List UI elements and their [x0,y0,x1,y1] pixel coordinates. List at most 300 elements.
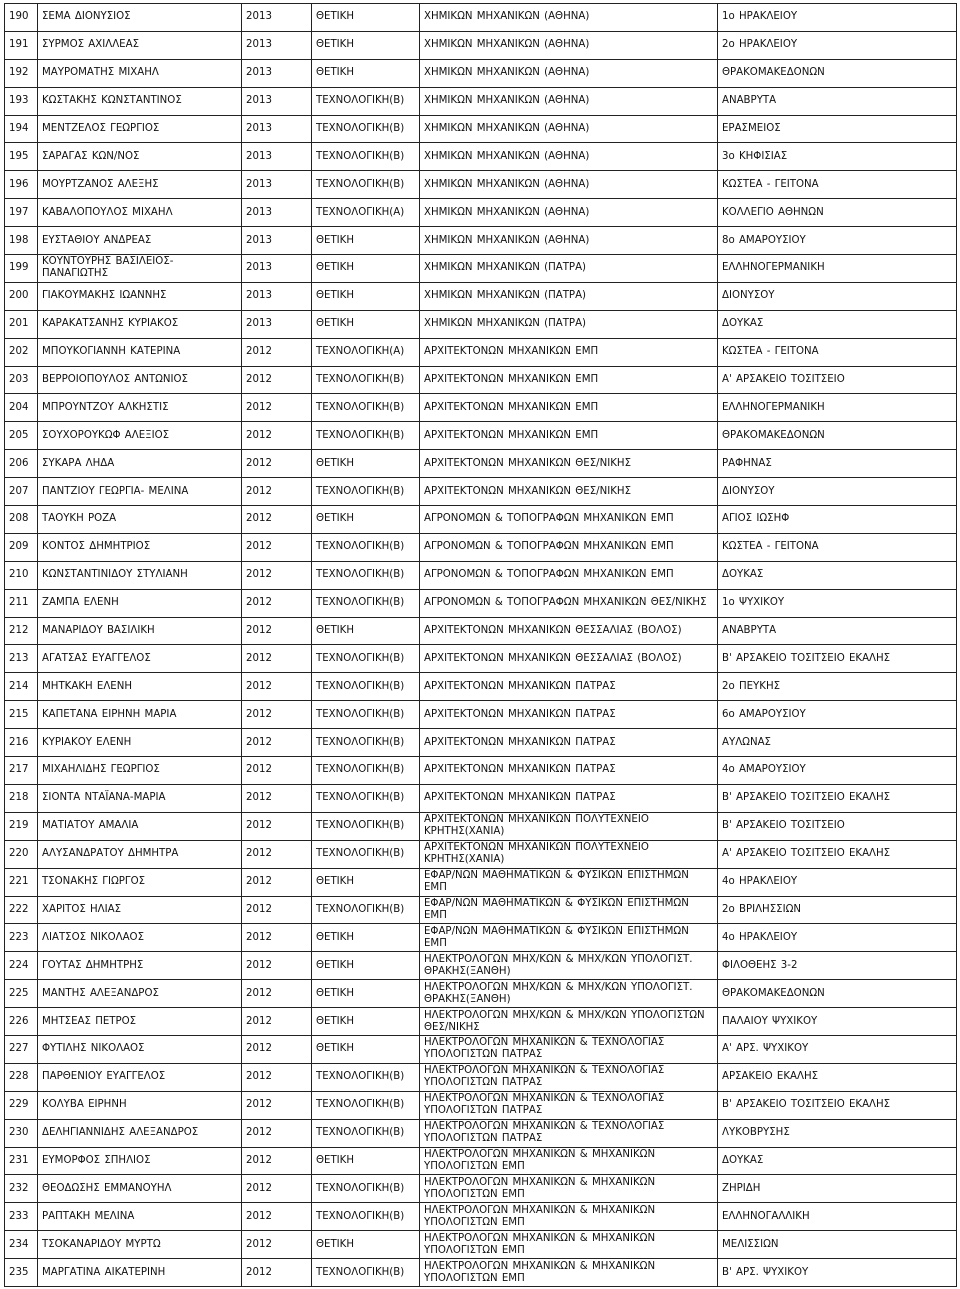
student-name-cell: ΚΩΣΤΑΚΗΣ ΚΩΝΣΤΑΝΤΙΝΟΣ [38,87,242,115]
table-row [5,533,957,561]
row-number-cell: 217 [5,757,38,785]
department-cell: ΑΡΧΙΤΕΚΤΟΝΩΝ ΜΗΧΑΝΙΚΩΝ ΠΑΤΡΑΣ [420,757,718,785]
student-name-cell: ΒΕΡΡΟΙΟΠΟΥΛΟΣ ΑΝΤΩΝΙΟΣ [38,366,242,394]
row-number-cell: 231 [5,1147,38,1175]
year-cell: 2013 [242,115,312,143]
row-number-cell: 234 [5,1231,38,1259]
school-cell: 4ο ΗΡΑΚΛΕΙΟΥ [718,924,957,952]
school-cell: ΔΙΟΝΥΣΟΥ [718,478,957,506]
row-number-cell: 229 [5,1091,38,1119]
department-cell: ΗΛΕΚΤΡΟΛΟΓΩΝ ΜΗΧ/ΚΩΝ & ΜΗΧ/ΚΩΝ ΥΠΟΛΟΓΙΣΤ. ΘΡΑΚΗΣ(ΞΑΝΘΗ) [420,952,718,980]
table-row [5,980,957,1008]
department-cell: ΑΡΧΙΤΕΚΤΟΝΩΝ ΜΗΧΑΝΙΚΩΝ ΕΜΠ [420,394,718,422]
school-cell: ΑΝΑΒΡΥΤΑ [718,617,957,645]
year-cell: 2012 [242,338,312,366]
table-row [5,255,957,283]
year-cell: 2012 [242,1175,312,1203]
student-name-cell: ΜΙΧΑΗΛΙΔΗΣ ΓΕΩΡΓΙΟΣ [38,757,242,785]
student-name-cell: ΣΙΟΝΤΑ ΝΤΑΪΑΝΑ-ΜΑΡΙΑ [38,784,242,812]
school-cell: ΕΛΛΗΝΟΓΕΡΜΑΝΙΚΗ [718,394,957,422]
year-cell: 2012 [242,1119,312,1147]
school-cell: ΜΕΛΙΣΣΙΩΝ [718,1231,957,1259]
department-cell: ΑΡΧΙΤΕΚΤΟΝΩΝ ΜΗΧΑΝΙΚΩΝ ΠΑΤΡΑΣ [420,729,718,757]
direction-cell: ΘΕΤΙΚΗ [312,282,420,310]
department-cell: ΑΡΧΙΤΕΚΤΟΝΩΝ ΜΗΧΑΝΙΚΩΝ ΕΜΠ [420,422,718,450]
school-cell: ΘΡΑΚΟΜΑΚΕΔΟΝΩΝ [718,422,957,450]
student-name-cell: ΤΣΟΝΑΚΗΣ ΓΙΩΡΓΟΣ [38,868,242,896]
table-row [5,1063,957,1091]
table-row [5,1175,957,1203]
table-row [5,952,957,980]
table-row [5,1008,957,1036]
row-number-cell: 212 [5,617,38,645]
direction-cell: ΘΕΤΙΚΗ [312,1035,420,1063]
row-number-cell: 196 [5,171,38,199]
year-cell: 2012 [242,1147,312,1175]
student-name-cell: ΚΑΒΑΛΟΠΟΥΛΟΣ ΜΙΧΑΗΛ [38,199,242,227]
direction-cell: ΤΕΧΝΟΛΟΓΙΚΗ(Β) [312,366,420,394]
student-name-cell: ΜΟΥΡΤΖΑΝΟΣ ΑΛΕΞΗΣ [38,171,242,199]
table-row [5,673,957,701]
direction-cell: ΤΕΧΝΟΛΟΓΙΚΗ(Β) [312,422,420,450]
direction-cell: ΤΕΧΝΟΛΟΓΙΚΗ(Β) [312,561,420,589]
department-cell: ΑΓΡΟΝΟΜΩΝ & ΤΟΠΟΓΡΑΦΩΝ ΜΗΧΑΝΙΚΩΝ ΕΜΠ [420,506,718,534]
year-cell: 2012 [242,506,312,534]
direction-cell: ΘΕΤΙΚΗ [312,506,420,534]
year-cell: 2012 [242,450,312,478]
row-number-cell: 221 [5,868,38,896]
department-cell: ΧΗΜΙΚΩΝ ΜΗΧΑΝΙΚΩΝ (ΠΑΤΡΑ) [420,310,718,338]
year-cell: 2012 [242,1203,312,1231]
student-name-cell: ΜΕΝΤΖΕΛΟΣ ΓΕΩΡΓΙΟΣ [38,115,242,143]
direction-cell: ΤΕΧΝΟΛΟΓΙΚΗ(Β) [312,1203,420,1231]
student-name-cell: ΜΗΤΚΑΚΗ ΕΛΕΝΗ [38,673,242,701]
row-number-cell: 209 [5,533,38,561]
table-row [5,1231,957,1259]
student-name-cell: ΣΟΥΧΟΡΟΥΚΩΦ ΑΛΕΞΙΟΣ [38,422,242,450]
student-name-cell: ΔΕΛΗΓΙΑΝΝΙΔΗΣ ΑΛΕΞΑΝΔΡΟΣ [38,1119,242,1147]
department-cell: ΧΗΜΙΚΩΝ ΜΗΧΑΝΙΚΩΝ (ΑΘΗΝΑ) [420,31,718,59]
table-row [5,701,957,729]
year-cell: 2012 [242,617,312,645]
student-name-cell: ΓΟΥΤΑΣ ΔΗΜΗΤΡΗΣ [38,952,242,980]
table-row [5,394,957,422]
school-cell: 2ο ΗΡΑΚΛΕΙΟΥ [718,31,957,59]
department-cell: ΑΡΧΙΤΕΚΤΟΝΩΝ ΜΗΧΑΝΙΚΩΝ ΠΟΛΥΤΕΧΝΕΙΟ ΚΡΗΤΗΣ(ΧΑΝΙΑ) [420,840,718,868]
school-cell: ΕΛΛΗΝΟΓΑΛΛΙΚΗ [718,1203,957,1231]
row-number-cell: 208 [5,506,38,534]
school-cell: ΚΩΣΤΕΑ - ΓΕΙΤΟΝΑ [718,338,957,366]
direction-cell: ΘΕΤΙΚΗ [312,868,420,896]
student-name-cell: ΚΥΡΙΑΚΟΥ ΕΛΕΝΗ [38,729,242,757]
row-number-cell: 192 [5,59,38,87]
direction-cell: ΤΕΧΝΟΛΟΓΙΚΗ(Β) [312,896,420,924]
direction-cell: ΘΕΤΙΚΗ [312,980,420,1008]
school-cell: 1ο ΨΥΧΙΚΟΥ [718,589,957,617]
table-row [5,506,957,534]
year-cell: 2013 [242,310,312,338]
direction-cell: ΤΕΧΝΟΛΟΓΙΚΗ(Β) [312,840,420,868]
department-cell: ΑΡΧΙΤΕΚΤΟΝΩΝ ΜΗΧΑΝΙΚΩΝ ΘΕΣΣΑΛΙΑΣ (ΒΟΛΟΣ) [420,645,718,673]
table-row [5,478,957,506]
table-row [5,1119,957,1147]
year-cell: 2013 [242,199,312,227]
school-cell: ΚΩΣΤΕΑ - ΓΕΙΤΟΝΑ [718,171,957,199]
department-cell: ΗΛΕΚΤΡΟΛΟΓΩΝ ΜΗΧΑΝΙΚΩΝ & ΤΕΧΝΟΛΟΓΙΑΣ ΥΠΟΛΟΓΙΣΤΩΝ ΠΑΤΡΑΣ [420,1063,718,1091]
department-cell: ΗΛΕΚΤΡΟΛΟΓΩΝ ΜΗΧ/ΚΩΝ & ΜΗΧ/ΚΩΝ ΥΠΟΛΟΓΙΣΤΩΝ ΘΕΣ/ΝΙΚΗΣ [420,1008,718,1036]
student-name-cell: ΜΠΟΥΚΟΓΙΑΝΝΗ ΚΑΤΕΡΙΝΑ [38,338,242,366]
student-name-cell: ΣΕΜΑ ΔΙΟΝΥΣΙΟΣ [38,4,242,32]
student-name-cell: ΑΓΑΤΣΑΣ ΕΥΑΓΓΕΛΟΣ [38,645,242,673]
direction-cell: ΤΕΧΝΟΛΟΓΙΚΗ(Β) [312,143,420,171]
row-number-cell: 197 [5,199,38,227]
table-row [5,171,957,199]
direction-cell: ΤΕΧΝΟΛΟΓΙΚΗ(Β) [312,1119,420,1147]
table-row [5,4,957,32]
school-cell: ΚΩΣΤΕΑ - ΓΕΙΤΟΝΑ [718,533,957,561]
direction-cell: ΘΕΤΙΚΗ [312,310,420,338]
table-row [5,896,957,924]
table-row [5,1147,957,1175]
table-row [5,143,957,171]
student-name-cell: ΜΑΝΤΗΣ ΑΛΕΞΑΝΔΡΟΣ [38,980,242,1008]
direction-cell: ΤΕΧΝΟΛΟΓΙΚΗ(Β) [312,701,420,729]
year-cell: 2012 [242,366,312,394]
school-cell: Β' ΑΡΣ. ΨΥΧΙΚΟΥ [718,1259,957,1287]
row-number-cell: 201 [5,310,38,338]
student-name-cell: ΓΙΑΚΟΥΜΑΚΗΣ ΙΩΑΝΝΗΣ [38,282,242,310]
department-cell: ΗΛΕΚΤΡΟΛΟΓΩΝ ΜΗΧ/ΚΩΝ & ΜΗΧ/ΚΩΝ ΥΠΟΛΟΓΙΣΤ. ΘΡΑΚΗΣ(ΞΑΝΘΗ) [420,980,718,1008]
student-name-cell: ΤΣΟΚΑΝΑΡΙΔΟΥ ΜΥΡΤΩ [38,1231,242,1259]
school-cell: 2ο ΒΡΙΛΗΣΣΙΩΝ [718,896,957,924]
table-body [5,4,957,1287]
table-row [5,115,957,143]
table-row [5,87,957,115]
department-cell: ΑΡΧΙΤΕΚΤΟΝΩΝ ΜΗΧΑΝΙΚΩΝ ΘΕΣ/ΝΙΚΗΣ [420,478,718,506]
row-number-cell: 218 [5,784,38,812]
direction-cell: ΤΕΧΝΟΛΟΓΙΚΗ(Β) [312,1175,420,1203]
department-cell: ΧΗΜΙΚΩΝ ΜΗΧΑΝΙΚΩΝ (ΠΑΤΡΑ) [420,282,718,310]
school-cell: ΛΥΚΟΒΡΥΣΗΣ [718,1119,957,1147]
row-number-cell: 214 [5,673,38,701]
row-number-cell: 220 [5,840,38,868]
department-cell: ΑΡΧΙΤΕΚΤΟΝΩΝ ΜΗΧΑΝΙΚΩΝ ΠΑΤΡΑΣ [420,673,718,701]
school-cell: 4ο ΑΜΑΡΟΥΣΙΟΥ [718,757,957,785]
year-cell: 2013 [242,282,312,310]
department-cell: ΕΦΑΡ/ΝΩΝ ΜΑΘΗΜΑΤΙΚΩΝ & ΦΥΣΙΚΩΝ ΕΠΙΣΤΗΜΩΝ ΕΜΠ [420,924,718,952]
year-cell: 2012 [242,394,312,422]
row-number-cell: 199 [5,255,38,283]
school-cell: ΔΟΥΚΑΣ [718,561,957,589]
student-name-cell: ΣΥΡΜΟΣ ΑΧΙΛΛΕΑΣ [38,31,242,59]
direction-cell: ΤΕΧΝΟΛΟΓΙΚΗ(Β) [312,784,420,812]
school-cell: ΕΡΑΣΜΕΙΟΣ [718,115,957,143]
student-name-cell: ΛΙΑΤΣΟΣ ΝΙΚΟΛΑΟΣ [38,924,242,952]
row-number-cell: 207 [5,478,38,506]
year-cell: 2012 [242,645,312,673]
student-name-cell: ΘΕΟΔΩΣΗΣ ΕΜΜΑΝΟΥΗΛ [38,1175,242,1203]
student-name-cell: ΜΑΡΓΑΤΙΝΑ ΑΙΚΑΤΕΡΙΝΗ [38,1259,242,1287]
row-number-cell: 191 [5,31,38,59]
school-cell: Β' ΑΡΣΑΚΕΙΟ ΤΟΣΙΤΣΕΙΟ [718,812,957,840]
year-cell: 2012 [242,1259,312,1287]
direction-cell: ΘΕΤΙΚΗ [312,1231,420,1259]
row-number-cell: 228 [5,1063,38,1091]
year-cell: 2013 [242,143,312,171]
year-cell: 2012 [242,952,312,980]
year-cell: 2012 [242,1008,312,1036]
row-number-cell: 235 [5,1259,38,1287]
direction-cell: ΤΕΧΝΟΛΟΓΙΚΗ(Β) [312,87,420,115]
department-cell: ΗΛΕΚΤΡΟΛΟΓΩΝ ΜΗΧΑΝΙΚΩΝ & ΤΕΧΝΟΛΟΓΙΑΣ ΥΠΟΛΟΓΙΣΤΩΝ ΠΑΤΡΑΣ [420,1091,718,1119]
table-row [5,1091,957,1119]
school-cell: Α' ΑΡΣΑΚΕΙΟ ΤΟΣΙΤΣΕΙΟ [718,366,957,394]
student-name-cell: ΧΑΡΙΤΟΣ ΗΛΙΑΣ [38,896,242,924]
year-cell: 2012 [242,589,312,617]
direction-cell: ΤΕΧΝΟΛΟΓΙΚΗ(Β) [312,394,420,422]
year-cell: 2013 [242,87,312,115]
table-row [5,1259,957,1287]
row-number-cell: 216 [5,729,38,757]
department-cell: ΧΗΜΙΚΩΝ ΜΗΧΑΝΙΚΩΝ (ΠΑΤΡΑ) [420,255,718,283]
direction-cell: ΤΕΧΝΟΛΟΓΙΚΗ(Β) [312,1063,420,1091]
school-cell: Α' ΑΡΣΑΚΕΙΟ ΤΟΣΙΤΣΕΙΟ ΕΚΑΛΗΣ [718,840,957,868]
row-number-cell: 219 [5,812,38,840]
school-cell: 2ο ΠΕΥΚΗΣ [718,673,957,701]
student-name-cell: ΦΥΤΙΛΗΣ ΝΙΚΟΛΑΟΣ [38,1035,242,1063]
department-cell: ΗΛΕΚΤΡΟΛΟΓΩΝ ΜΗΧΑΝΙΚΩΝ & ΤΕΧΝΟΛΟΓΙΑΣ ΥΠΟΛΟΓΙΣΤΩΝ ΠΑΤΡΑΣ [420,1119,718,1147]
student-name-cell: ΜΑΝΑΡΙΔΟΥ ΒΑΣΙΛΙΚΗ [38,617,242,645]
school-cell: ΦΙΛΟΘΕΗΣ 3-2 [718,952,957,980]
direction-cell: ΤΕΧΝΟΛΟΓΙΚΗ(Β) [312,1091,420,1119]
year-cell: 2012 [242,1035,312,1063]
school-cell: ΚΟΛΛΕΓΙΟ ΑΘΗΝΩΝ [718,199,957,227]
school-cell: 4ο ΗΡΑΚΛΕΙΟΥ [718,868,957,896]
department-cell: ΧΗΜΙΚΩΝ ΜΗΧΑΝΙΚΩΝ (ΑΘΗΝΑ) [420,87,718,115]
school-cell: ΔΟΥΚΑΣ [718,310,957,338]
direction-cell: ΤΕΧΝΟΛΟΓΙΚΗ(Α) [312,338,420,366]
student-name-cell: ΚΑΠΕΤΑΝΑ ΕΙΡΗΝΗ ΜΑΡΙΑ [38,701,242,729]
department-cell: ΑΡΧΙΤΕΚΤΟΝΩΝ ΜΗΧΑΝΙΚΩΝ ΠΟΛΥΤΕΧΝΕΙΟ ΚΡΗΤΗΣ(ΧΑΝΙΑ) [420,812,718,840]
school-cell: ΠΑΛΑΙΟΥ ΨΥΧΙΚΟΥ [718,1008,957,1036]
department-cell: ΧΗΜΙΚΩΝ ΜΗΧΑΝΙΚΩΝ (ΑΘΗΝΑ) [420,59,718,87]
school-cell: ΕΛΛΗΝΟΓΕΡΜΑΝΙΚΗ [718,255,957,283]
year-cell: 2012 [242,757,312,785]
student-name-cell: ΣΑΡΑΓΑΣ ΚΩΝ/ΝΟΣ [38,143,242,171]
direction-cell: ΤΕΧΝΟΛΟΓΙΚΗ(Β) [312,729,420,757]
year-cell: 2012 [242,1231,312,1259]
row-number-cell: 213 [5,645,38,673]
department-cell: ΧΗΜΙΚΩΝ ΜΗΧΑΝΙΚΩΝ (ΑΘΗΝΑ) [420,143,718,171]
direction-cell: ΘΕΤΙΚΗ [312,1147,420,1175]
row-number-cell: 195 [5,143,38,171]
school-cell: ΑΡΣΑΚΕΙΟ ΕΚΑΛΗΣ [718,1063,957,1091]
student-name-cell: ΜΗΤΣΕΑΣ ΠΕΤΡΟΣ [38,1008,242,1036]
student-name-cell: ΚΟΛΥΒΑ ΕΙΡΗΝΗ [38,1091,242,1119]
student-name-cell: ΜΑΥΡΟΜΑΤΗΣ ΜΙΧΑΗΛ [38,59,242,87]
department-cell: ΧΗΜΙΚΩΝ ΜΗΧΑΝΙΚΩΝ (ΑΘΗΝΑ) [420,4,718,32]
student-name-cell: ΠΑΝΤΖΙΟΥ ΓΕΩΡΓΙΑ- ΜΕΛΙΝΑ [38,478,242,506]
row-number-cell: 211 [5,589,38,617]
year-cell: 2013 [242,171,312,199]
department-cell: ΑΓΡΟΝΟΜΩΝ & ΤΟΠΟΓΡΑΦΩΝ ΜΗΧΑΝΙΚΩΝ ΕΜΠ [420,561,718,589]
table-row [5,840,957,868]
year-cell: 2013 [242,4,312,32]
department-cell: ΗΛΕΚΤΡΟΛΟΓΩΝ ΜΗΧΑΝΙΚΩΝ & ΜΗΧΑΝΙΚΩΝ ΥΠΟΛΟΓΙΣΤΩΝ ΕΜΠ [420,1147,718,1175]
table-row [5,31,957,59]
row-number-cell: 200 [5,282,38,310]
year-cell: 2012 [242,673,312,701]
row-number-cell: 215 [5,701,38,729]
department-cell: ΑΓΡΟΝΟΜΩΝ & ΤΟΠΟΓΡΑΦΩΝ ΜΗΧΑΝΙΚΩΝ ΘΕΣ/ΝΙΚΗΣ [420,589,718,617]
department-cell: ΑΡΧΙΤΕΚΤΟΝΩΝ ΜΗΧΑΝΙΚΩΝ ΕΜΠ [420,366,718,394]
table-row [5,1203,957,1231]
student-name-cell: ΜΠΡΟΥΝΤΖΟΥ ΑΛΚΗΣΤΙΣ [38,394,242,422]
student-name-cell: ΚΩΝΣΤΑΝΤΙΝΙΔΟΥ ΣΤΥΛΙΑΝΗ [38,561,242,589]
row-number-cell: 226 [5,1008,38,1036]
student-name-cell: ΚΟΝΤΟΣ ΔΗΜΗΤΡΙΟΣ [38,533,242,561]
table-row [5,227,957,255]
year-cell: 2012 [242,784,312,812]
direction-cell: ΤΕΧΝΟΛΟΓΙΚΗ(Β) [312,812,420,840]
department-cell: ΗΛΕΚΤΡΟΛΟΓΩΝ ΜΗΧΑΝΙΚΩΝ & ΜΗΧΑΝΙΚΩΝ ΥΠΟΛΟΓΙΣΤΩΝ ΕΜΠ [420,1231,718,1259]
row-number-cell: 190 [5,4,38,32]
department-cell: ΑΡΧΙΤΕΚΤΟΝΩΝ ΜΗΧΑΝΙΚΩΝ ΠΑΤΡΑΣ [420,701,718,729]
row-number-cell: 223 [5,924,38,952]
student-name-cell: ΖΑΜΠΑ ΕΛΕΝΗ [38,589,242,617]
year-cell: 2012 [242,1063,312,1091]
year-cell: 2013 [242,31,312,59]
student-name-cell: ΣΥΚΑΡΑ ΛΗΔΑ [38,450,242,478]
table-row [5,617,957,645]
row-number-cell: 206 [5,450,38,478]
school-cell: ΑΓΙΟΣ ΙΩΣΗΦ [718,506,957,534]
school-cell: Β' ΑΡΣΑΚΕΙΟ ΤΟΣΙΤΣΕΙΟ ΕΚΑΛΗΣ [718,1091,957,1119]
row-number-cell: 233 [5,1203,38,1231]
year-cell: 2012 [242,896,312,924]
row-number-cell: 203 [5,366,38,394]
department-cell: ΑΓΡΟΝΟΜΩΝ & ΤΟΠΟΓΡΑΦΩΝ ΜΗΧΑΝΙΚΩΝ ΕΜΠ [420,533,718,561]
direction-cell: ΤΕΧΝΟΛΟΓΙΚΗ(Β) [312,1259,420,1287]
year-cell: 2012 [242,980,312,1008]
department-cell: ΧΗΜΙΚΩΝ ΜΗΧΑΝΙΚΩΝ (ΑΘΗΝΑ) [420,199,718,227]
year-cell: 2012 [242,924,312,952]
table-row [5,310,957,338]
table-row [5,422,957,450]
student-name-cell: ΜΑΤΙΑΤΟΥ ΑΜΑΛΙΑ [38,812,242,840]
direction-cell: ΤΕΧΝΟΛΟΓΙΚΗ(Β) [312,171,420,199]
year-cell: 2012 [242,868,312,896]
department-cell: ΗΛΕΚΤΡΟΛΟΓΩΝ ΜΗΧΑΝΙΚΩΝ & ΜΗΧΑΝΙΚΩΝ ΥΠΟΛΟΓΙΣΤΩΝ ΕΜΠ [420,1203,718,1231]
school-cell: 8ο ΑΜΑΡΟΥΣΙΟΥ [718,227,957,255]
direction-cell: ΘΕΤΙΚΗ [312,227,420,255]
year-cell: 2012 [242,422,312,450]
year-cell: 2012 [242,812,312,840]
table-row [5,199,957,227]
table-row [5,757,957,785]
table-row [5,59,957,87]
year-cell: 2013 [242,227,312,255]
department-cell: ΗΛΕΚΤΡΟΛΟΓΩΝ ΜΗΧΑΝΙΚΩΝ & ΜΗΧΑΝΙΚΩΝ ΥΠΟΛΟΓΙΣΤΩΝ ΕΜΠ [420,1175,718,1203]
school-cell: Α' ΑΡΣ. ΨΥΧΙΚΟΥ [718,1035,957,1063]
direction-cell: ΤΕΧΝΟΛΟΓΙΚΗ(Β) [312,478,420,506]
school-cell: 6ο ΑΜΑΡΟΥΣΙΟΥ [718,701,957,729]
table-row [5,1035,957,1063]
row-number-cell: 198 [5,227,38,255]
table-row [5,812,957,840]
row-number-cell: 227 [5,1035,38,1063]
table-row [5,282,957,310]
direction-cell: ΤΕΧΝΟΛΟΓΙΚΗ(Β) [312,115,420,143]
direction-cell: ΘΕΤΙΚΗ [312,450,420,478]
year-cell: 2012 [242,729,312,757]
year-cell: 2012 [242,840,312,868]
school-cell: ΘΡΑΚΟΜΑΚΕΔΟΝΩΝ [718,59,957,87]
direction-cell: ΤΕΧΝΟΛΟΓΙΚΗ(Α) [312,199,420,227]
department-cell: ΗΛΕΚΤΡΟΛΟΓΩΝ ΜΗΧΑΝΙΚΩΝ & ΤΕΧΝΟΛΟΓΙΑΣ ΥΠΟΛΟΓΙΣΤΩΝ ΠΑΤΡΑΣ [420,1035,718,1063]
direction-cell: ΘΕΤΙΚΗ [312,952,420,980]
direction-cell: ΘΕΤΙΚΗ [312,59,420,87]
direction-cell: ΤΕΧΝΟΛΟΓΙΚΗ(Β) [312,589,420,617]
direction-cell: ΘΕΤΙΚΗ [312,255,420,283]
school-cell: 3ο ΚΗΦΙΣΙΑΣ [718,143,957,171]
row-number-cell: 224 [5,952,38,980]
row-number-cell: 204 [5,394,38,422]
year-cell: 2012 [242,1091,312,1119]
school-cell: ΡΑΦΗΝΑΣ [718,450,957,478]
school-cell: Β' ΑΡΣΑΚΕΙΟ ΤΟΣΙΤΣΕΙΟ ΕΚΑΛΗΣ [718,645,957,673]
student-name-cell: ΑΛΥΣΑΝΔΡΑΤΟΥ ΔΗΜΗΤΡΑ [38,840,242,868]
department-cell: ΗΛΕΚΤΡΟΛΟΓΩΝ ΜΗΧΑΝΙΚΩΝ & ΜΗΧΑΝΙΚΩΝ ΥΠΟΛΟΓΙΣΤΩΝ ΕΜΠ [420,1259,718,1287]
department-cell: ΑΡΧΙΤΕΚΤΟΝΩΝ ΜΗΧΑΝΙΚΩΝ ΠΑΤΡΑΣ [420,784,718,812]
department-cell: ΑΡΧΙΤΕΚΤΟΝΩΝ ΜΗΧΑΝΙΚΩΝ ΕΜΠ [420,338,718,366]
year-cell: 2012 [242,533,312,561]
row-number-cell: 194 [5,115,38,143]
school-cell: ΑΥΛΩΝΑΣ [718,729,957,757]
student-name-cell: ΚΟΥΝΤΟΥΡΗΣ ΒΑΣΙΛΕΙΟΣ-ΠΑΝΑΓΙΩΤΗΣ [38,255,242,283]
school-cell: Β' ΑΡΣΑΚΕΙΟ ΤΟΣΙΤΣΕΙΟ ΕΚΑΛΗΣ [718,784,957,812]
student-name-cell: ΠΑΡΘΕΝΙΟΥ ΕΥΑΓΓΕΛΟΣ [38,1063,242,1091]
direction-cell: ΤΕΧΝΟΛΟΓΙΚΗ(Β) [312,673,420,701]
table-row [5,450,957,478]
direction-cell: ΤΕΧΝΟΛΟΓΙΚΗ(Β) [312,757,420,785]
row-number-cell: 205 [5,422,38,450]
direction-cell: ΘΕΤΙΚΗ [312,31,420,59]
table-row [5,366,957,394]
table-row [5,561,957,589]
row-number-cell: 230 [5,1119,38,1147]
direction-cell: ΘΕΤΙΚΗ [312,617,420,645]
department-cell: ΧΗΜΙΚΩΝ ΜΗΧΑΝΙΚΩΝ (ΑΘΗΝΑ) [420,171,718,199]
student-name-cell: ΚΑΡΑΚΑΤΣΑΝΗΣ ΚΥΡΙΑΚΟΣ [38,310,242,338]
table-row [5,729,957,757]
student-name-cell: ΡΑΠΤΑΚΗ ΜΕΛΙΝΑ [38,1203,242,1231]
school-cell: ΔΟΥΚΑΣ [718,1147,957,1175]
table-row [5,338,957,366]
row-number-cell: 193 [5,87,38,115]
students-table [4,3,957,1287]
department-cell: ΧΗΜΙΚΩΝ ΜΗΧΑΝΙΚΩΝ (ΑΘΗΝΑ) [420,227,718,255]
direction-cell: ΘΕΤΙΚΗ [312,924,420,952]
student-name-cell: ΕΥΜΟΡΦΟΣ ΣΠΗΛΙΟΣ [38,1147,242,1175]
department-cell: ΕΦΑΡ/ΝΩΝ ΜΑΘΗΜΑΤΙΚΩΝ & ΦΥΣΙΚΩΝ ΕΠΙΣΤΗΜΩΝ ΕΜΠ [420,868,718,896]
year-cell: 2012 [242,478,312,506]
year-cell: 2012 [242,561,312,589]
row-number-cell: 222 [5,896,38,924]
direction-cell: ΤΕΧΝΟΛΟΓΙΚΗ(Β) [312,533,420,561]
department-cell: ΑΡΧΙΤΕΚΤΟΝΩΝ ΜΗΧΑΝΙΚΩΝ ΘΕΣ/ΝΙΚΗΣ [420,450,718,478]
table-row [5,589,957,617]
